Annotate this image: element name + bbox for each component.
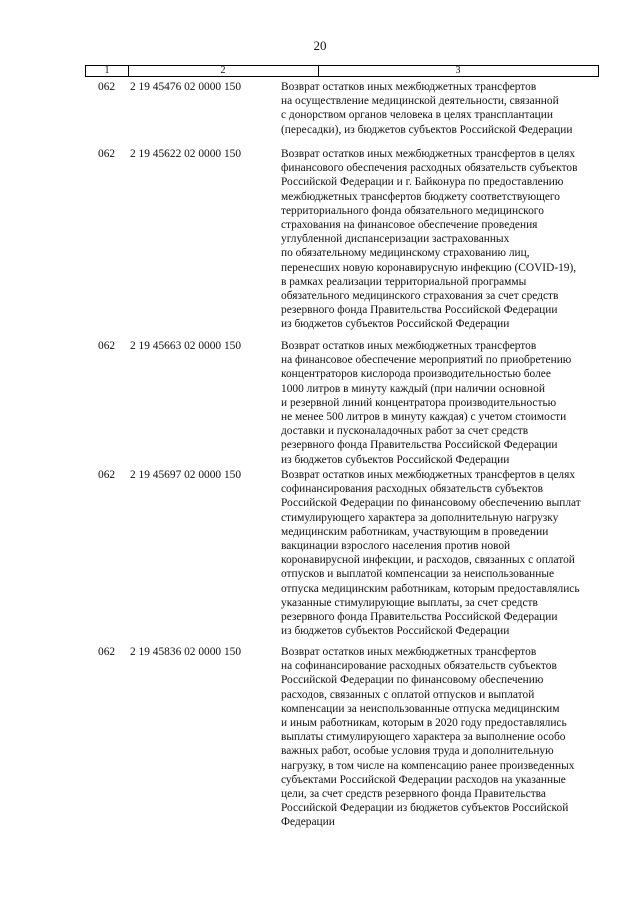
description-line: из бюджетов субъектов Российской Федерации xyxy=(281,453,510,466)
row-description xyxy=(281,468,601,638)
description-line: на осуществление медицинской деятельности, связанной xyxy=(281,95,559,108)
column-header-3: 3 xyxy=(455,65,461,76)
description-line: страхования на финансовое обеспечение проведения xyxy=(281,219,538,232)
description-line: субъектами Российской Федерации расходов на указанные xyxy=(281,773,566,786)
page-number: 20 xyxy=(313,38,327,53)
description-line: территориального фонда обязательного медицинского xyxy=(281,204,544,217)
description-line: Российской Федерации по финансовому обеспечению выплат xyxy=(281,497,581,510)
description-line: финансового обеспечения расходных обязательств субъектов xyxy=(281,162,578,175)
description-line: и иным работникам, которым в 2020 году предоставлялись xyxy=(281,717,567,730)
description-line: и резервной линий концентратора производительностью xyxy=(281,396,557,409)
budget-code: 2 19 45622 02 0000 150 xyxy=(130,148,242,160)
description-line: важных работ, особые условия труда и дополнительную xyxy=(281,745,554,758)
budget-code: 2 19 45697 02 0000 150 xyxy=(130,469,242,481)
description-line: не менее 500 литров в минуту каждая) с учетом стоимости xyxy=(281,411,567,424)
description-line: Возврат остатков иных межбюджетных трансфертов в целях xyxy=(281,469,576,481)
description-line: указанные стимулирующие выплаты, за счет средств xyxy=(281,596,538,609)
table-header-row xyxy=(85,65,599,77)
admin-code: 062 xyxy=(98,340,116,352)
description-line: резервного фонда Правительства Российской Федерации xyxy=(281,439,558,452)
description-line: в рамках реализации территориальной программы xyxy=(281,275,527,288)
description-line: Возврат остатков иных межбюджетных трансфертов в целях xyxy=(281,148,576,160)
description-line: Возврат остатков иных межбюджетных трансфертов xyxy=(281,81,537,93)
description-line: Российской Федерации из бюджетов субъектов Российской xyxy=(281,802,569,815)
description-line: с донорством органов человека в целях трансплантации xyxy=(281,109,553,122)
description-line: резервного фонда Правительства Российской Федерации xyxy=(281,611,558,624)
description-line: отпуска медицинским работникам, которым предоставлялись xyxy=(281,582,580,595)
description-line: коронавирусной инфекции, и расходов, связанных с оплатой xyxy=(281,554,575,567)
description-line: вакцинации взрослого населения против новой xyxy=(281,540,511,553)
description-line: компенсации за неиспользованные отпуска медицинским xyxy=(281,702,560,715)
description-line: доставки и пусконаладочных работ за счет средств xyxy=(281,425,529,438)
description-line: Российской Федерации по финансовому обеспечению xyxy=(281,674,544,687)
description-line: 1000 литров в минуту каждый (при наличии основной xyxy=(281,382,545,395)
description-line: выплаты стимулирующего характера за выполнение особо xyxy=(281,731,566,744)
description-line: отпусков и выплатой компенсации за неиспользованные xyxy=(281,568,555,581)
budget-code: 2 19 45476 02 0000 150 xyxy=(130,81,242,93)
description-line: Российской Федерации и г. Байконура по предоставлению xyxy=(281,176,564,189)
description-line: обязательного медицинского страхования за счет средств xyxy=(281,290,559,303)
description-line: углубленной диспансеризации застрахованных xyxy=(281,233,510,246)
column-header-2: 2 xyxy=(128,66,319,76)
description-line: нагрузку, в том числе на компенсацию ранее произведенных xyxy=(281,759,575,772)
budget-code: 2 19 45836 02 0000 150 xyxy=(130,646,242,658)
description-line: межбюджетных трансфертов бюджету соответствующего xyxy=(281,190,561,203)
description-line: расходов, связанных с оплатой отпусков и выплатой xyxy=(281,688,535,701)
description-line: цели, за счет средств резервного фонда Правительства xyxy=(281,788,546,801)
description-line: (пересадки), из бюджетов субъектов Российской Федерации xyxy=(281,123,573,136)
description-line: софинансирования расходных обязательств субъектов xyxy=(281,483,544,496)
column-header-1: 1 xyxy=(86,66,129,76)
description-line: Возврат остатков иных межбюджетных трансфертов xyxy=(281,340,537,352)
row-description xyxy=(281,339,601,467)
row-description xyxy=(281,147,601,332)
description-line: стимулирующего характера за дополнительную нагрузку xyxy=(281,511,559,524)
description-line: Возврат остатков иных межбюджетных трансфертов xyxy=(281,646,537,658)
budget-code: 2 19 45663 02 0000 150 xyxy=(130,340,242,352)
row-description xyxy=(281,645,601,830)
admin-code: 062 xyxy=(98,469,116,481)
description-line: Федерации xyxy=(281,816,335,829)
admin-code: 062 xyxy=(98,646,116,658)
admin-code: 062 xyxy=(98,81,116,93)
description-line: по обязательному медицинскому страхованию лиц, xyxy=(281,247,530,260)
description-line: медицинским работникам, участвующим в проведении xyxy=(281,525,549,538)
description-line: концентраторов кислорода производительностью более xyxy=(281,368,551,381)
admin-code: 062 xyxy=(98,148,116,160)
description-line: на финансовое обеспечение мероприятий по приобретению xyxy=(281,354,572,367)
row-description xyxy=(281,80,601,137)
description-line: на софинансирование расходных обязательств субъектов xyxy=(281,660,557,673)
description-line: перенесших новую коронавирусную инфекцию (COVID-19), xyxy=(281,261,577,274)
description-line: из бюджетов субъектов Российской Федерации xyxy=(281,318,510,331)
description-line: резервного фонда Правительства Российской Федерации xyxy=(281,304,558,317)
description-line: из бюджетов субъектов Российской Федерации xyxy=(281,625,510,638)
